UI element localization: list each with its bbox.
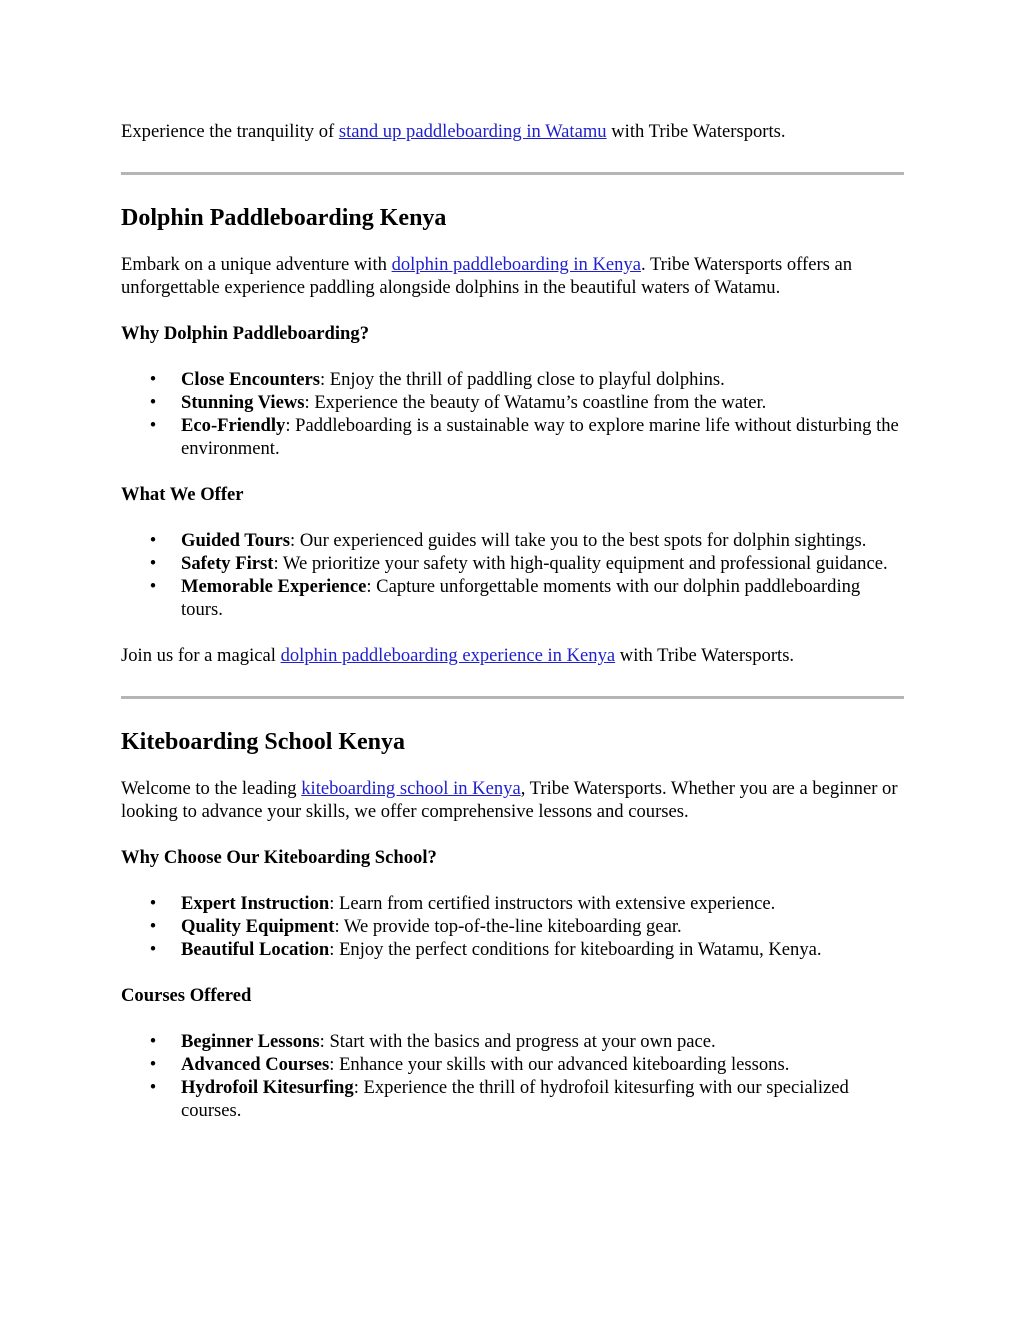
list-item-term: Guided Tours bbox=[181, 530, 291, 551]
dolphin-experience-link[interactable]: dolphin paddleboarding experience in Kenya bbox=[280, 645, 616, 666]
bullet-icon: • bbox=[149, 893, 157, 914]
section-divider bbox=[121, 696, 904, 699]
kiteboarding-school-link[interactable]: kiteboarding school in Kenya bbox=[301, 778, 521, 799]
list-item-description: : Learn from certified instructors with extensive experience. bbox=[329, 893, 776, 914]
dolphin-intro-after: . Tribe Watersports offers an unforgettable experience paddling alongside dolphins in the beautiful waters of Watamu. bbox=[121, 254, 853, 298]
list-item-term: Advanced Courses bbox=[181, 1054, 330, 1075]
list-item-description: : Capture unforgettable moments with our dolphin paddleboarding tours. bbox=[181, 576, 861, 620]
list-item bbox=[121, 414, 905, 460]
bullet-icon: • bbox=[149, 576, 157, 597]
list-item bbox=[121, 368, 905, 391]
list-item-description: : Enjoy the thrill of paddling close to playful dolphins. bbox=[319, 369, 725, 390]
list-item-description: : Experience the thrill of hydrofoil kitesurfing with our specialized courses. bbox=[181, 1077, 849, 1121]
list-item-description: : Our experienced guides will take you to the best spots for dolphin sightings. bbox=[290, 530, 867, 551]
list-item-term: Eco-Friendly bbox=[181, 415, 286, 436]
kite-intro-paragraph bbox=[121, 777, 905, 823]
list-item-description: : Enhance your skills with our advanced kiteboarding lessons. bbox=[329, 1054, 790, 1075]
list-item-description: : Start with the basics and progress at your own pace. bbox=[319, 1031, 716, 1052]
why-dolphin-heading: Why Dolphin Paddleboarding? bbox=[121, 323, 369, 344]
bullet-icon: • bbox=[149, 415, 157, 436]
kite-intro-before: Welcome to the leading bbox=[121, 778, 302, 799]
why-kite-list bbox=[121, 892, 905, 961]
intro-text-before: Experience the tranquility of bbox=[121, 121, 339, 142]
bullet-icon: • bbox=[149, 1054, 157, 1075]
document-content bbox=[121, 120, 905, 1145]
what-we-offer-heading: What We Offer bbox=[121, 484, 244, 505]
list-item-term: Close Encounters bbox=[181, 369, 320, 390]
section-divider bbox=[121, 172, 904, 175]
dolphin-closing-after: with Tribe Watersports. bbox=[615, 645, 795, 666]
list-item-term: Beautiful Location bbox=[181, 939, 330, 960]
list-item-term: Expert Instruction bbox=[181, 893, 330, 914]
intro-text-after: with Tribe Watersports. bbox=[606, 121, 786, 142]
list-item bbox=[121, 391, 905, 414]
list-item bbox=[121, 1030, 905, 1053]
what-we-offer-list bbox=[121, 529, 905, 621]
dolphin-closing-before: Join us for a magical bbox=[121, 645, 281, 666]
list-item-description: : Paddleboarding is a sustainable way to explore marine life without disturbing the environment. bbox=[181, 415, 899, 459]
courses-offered-list bbox=[121, 1030, 905, 1122]
list-item-description: : We prioritize your safety with high-quality equipment and professional guidance. bbox=[273, 553, 888, 574]
list-item bbox=[121, 1076, 905, 1122]
sup-watamu-link[interactable]: stand up paddleboarding in Watamu bbox=[338, 121, 607, 142]
list-item-description: : Enjoy the perfect conditions for kiteboarding in Watamu, Kenya. bbox=[329, 939, 822, 960]
bullet-icon: • bbox=[149, 553, 157, 574]
list-item bbox=[121, 915, 905, 938]
list-item-term: Quality Equipment bbox=[181, 916, 335, 937]
list-item-term: Memorable Experience bbox=[181, 576, 367, 597]
list-item-description: : Experience the beauty of Watamu’s coastline from the water. bbox=[304, 392, 767, 413]
bullet-icon: • bbox=[149, 1031, 157, 1052]
bullet-icon: • bbox=[149, 369, 157, 390]
dolphin-intro-before: Embark on a unique adventure with bbox=[121, 254, 392, 275]
dolphin-section-title: Dolphin Paddleboarding Kenya bbox=[121, 205, 447, 231]
why-dolphin-list bbox=[121, 368, 905, 460]
bullet-icon: • bbox=[149, 916, 157, 937]
list-item bbox=[121, 1053, 905, 1076]
list-item-term: Safety First bbox=[181, 553, 274, 574]
kite-intro-after: , Tribe Watersports. Whether you are a beginner or looking to advance your skills, we offer comprehensive lessons and courses. bbox=[121, 778, 898, 822]
bullet-icon: • bbox=[149, 392, 157, 413]
intro-paragraph bbox=[121, 120, 905, 143]
dolphin-intro-paragraph bbox=[121, 253, 905, 299]
list-item bbox=[121, 552, 905, 575]
list-item bbox=[121, 529, 905, 552]
bullet-icon: • bbox=[149, 939, 157, 960]
list-item bbox=[121, 575, 905, 621]
list-item-term: Hydrofoil Kitesurfing bbox=[181, 1077, 354, 1098]
bullet-icon: • bbox=[149, 1077, 157, 1098]
list-item-term: Beginner Lessons bbox=[181, 1031, 320, 1052]
list-item bbox=[121, 892, 905, 915]
courses-offered-heading: Courses Offered bbox=[121, 985, 252, 1006]
kite-section-title: Kiteboarding School Kenya bbox=[121, 729, 406, 755]
dolphin-closing-paragraph bbox=[121, 644, 905, 667]
why-kite-heading: Why Choose Our Kiteboarding School? bbox=[121, 847, 437, 868]
list-item-description: : We provide top-of-the-line kiteboarding gear. bbox=[334, 916, 682, 937]
dolphin-paddleboarding-link[interactable]: dolphin paddleboarding in Kenya bbox=[391, 254, 641, 275]
list-item bbox=[121, 938, 905, 961]
bullet-icon: • bbox=[149, 530, 157, 551]
list-item-term: Stunning Views bbox=[181, 392, 305, 413]
